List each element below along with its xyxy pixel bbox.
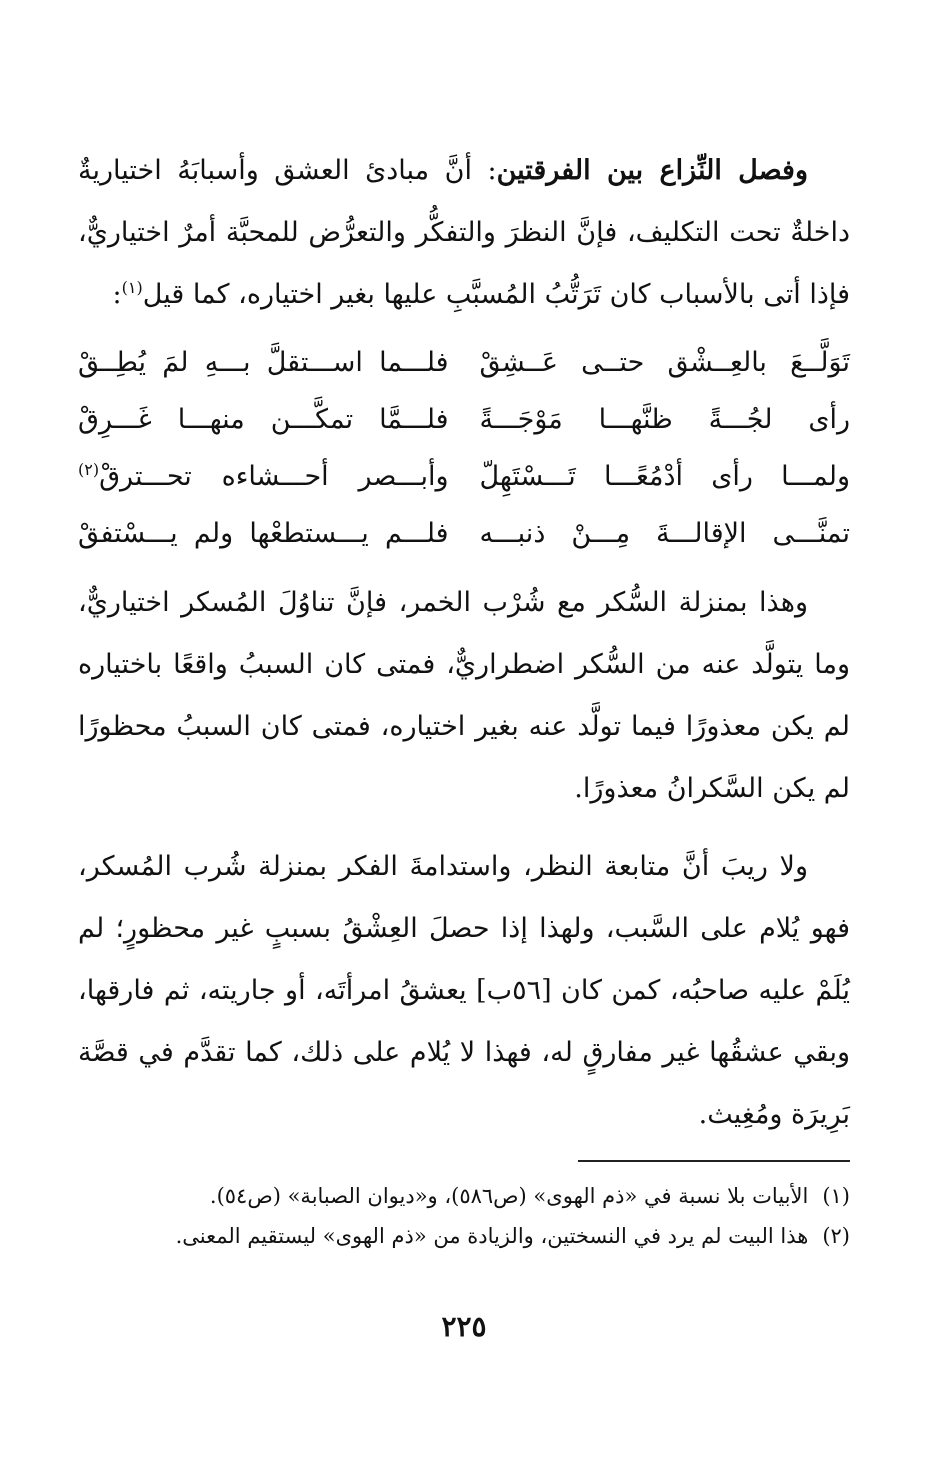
verse-4-second-hemistich (78, 505, 449, 562)
footnote-1-number: (١) (822, 1184, 850, 1208)
page-number: ٢٢٥ (441, 1310, 487, 1343)
verse-3-second-text: وأبـــصر أحـــشاءه تحـــترقْ (99, 461, 449, 492)
footnotes (78, 1176, 850, 1256)
verse-1-second-hemistich (78, 334, 449, 391)
paragraph-3-text: ولا ريبَ أنَّ متابعة النظر، واستدامةَ الفكر بمنزلة شُرب المُسكر، فهو يُلام على السَّبب، ولهذا إذا حصلَ العِشْقُ بسببٍ غير محظورٍ؛ لم يُلَمْ عليه صاحبُه، كمن كان [٥٦ب] يعشقُ امرأتَه، أو جاريته، ثم فارقها، وبقي عشقُها غير مفارقٍ له، فهذا لا يُلام على ذلك، كما تقدَّم في قصَّة بَرِيرَة ومُغِيث. (78, 851, 850, 1130)
poem (78, 334, 850, 562)
footnote-1 (78, 1176, 850, 1216)
footnote-ref-1[interactable]: (١) (121, 278, 143, 297)
paragraph-1-lead: وفصل النِّزاع بين الفرقتين (496, 155, 808, 186)
paragraph-2 (78, 572, 850, 820)
footnote-2-text: هذا البيت لم يرد في النسختين، والزيادة من «ذم الهوى» ليستقيم المعنى. (175, 1224, 809, 1248)
footnote-1-text: الأبيات بلا نسبة في «ذم الهوى» (ص٥٨٦)، و«ديوان الصبابة» (ص٥٤). (209, 1184, 809, 1208)
paragraph-1 (78, 140, 850, 326)
verse-2-first-hemistich: رأى لجُـــةً ظنَّهـــا مَوْجَـــةً (479, 404, 850, 435)
verse-4-first-hemistich: تمنَّـــى الإقالـــةَ مِـــنْ ذنبـــه (479, 518, 850, 549)
verse-3 (78, 448, 850, 505)
footnote-2 (78, 1216, 850, 1256)
page-body (78, 140, 850, 1146)
verse-3-second-hemistich (78, 448, 449, 505)
footnote-2-number: (٢) (822, 1224, 850, 1248)
paragraph-3 (78, 836, 850, 1146)
paragraph-1-tail: : (112, 279, 122, 310)
verse-4-second-text: فلـــم يـــستطعْها ولم يـــسْتفقْ (78, 518, 449, 549)
verse-1-second-text: فلـــما اســـتقلَّ بـــهِ لمَ يُطِــقْ (78, 347, 449, 378)
verse-1-first-hemistich: تَوَلَّــعَ بالعِــشْق حتــى عَــشِقْ (479, 347, 850, 378)
verse-3-first-hemistich: ولمـــا رأى أدْمُعًـــا تَـــسْتَهِلّ (479, 461, 850, 492)
footnote-ref-2[interactable]: (٢) (78, 460, 100, 479)
verse-2-second-text: فلـــمَّا تمكَّـــن منهـــا غَـــرِقْ (78, 404, 449, 435)
verse-2-second-hemistich (78, 391, 449, 448)
paragraph-2-text: وهذا بمنزلة السُّكر مع شُرْب الخمر، فإنَّ تناوُلَ المُسكر اختياريٌّ، وما يتولَّد عنه من السُّكر اضطراريٌّ، فمتى كان السببُ واقعًا باختياره لم يكن معذورًا فيما تولَّد عنه بغير اختياره، فمتى كان السببُ محظورًا لم يكن السَّكرانُ معذورًا. (78, 587, 850, 804)
verse-2 (78, 391, 850, 448)
paragraph-1-text: : أنَّ مبادئ العشق وأسبابَهُ اختياريةٌ داخلةٌ تحت التكليف، فإنَّ النظرَ والتفكُّر والتعرُّض للمحبَّة أمرٌ اختياريٌّ، فإذا أتى بالأسباب كان تَرَتُّبُ المُسبَّبِ عليها بغير اختياره، كما قيل (78, 155, 850, 310)
verse-1 (78, 334, 850, 391)
verse-4 (78, 505, 850, 562)
footnote-separator (578, 1160, 850, 1162)
